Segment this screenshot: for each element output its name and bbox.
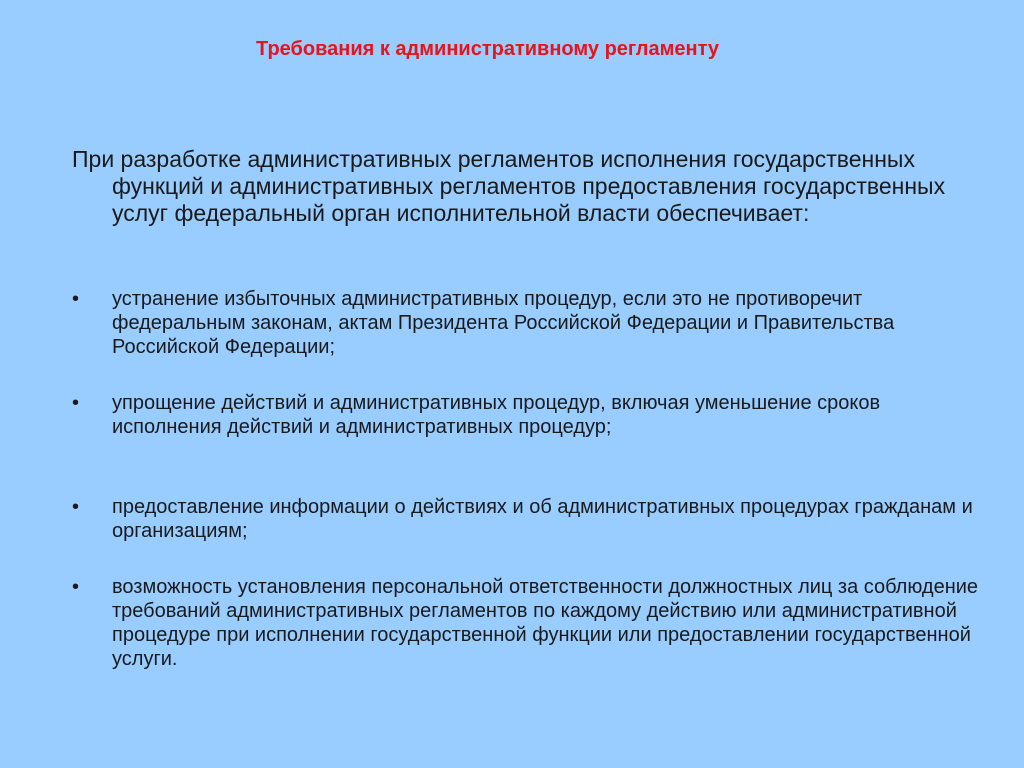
bullet-text: устранение избыточных административных процедур, если это не противоречит федеральным законам, актам Президента Российской Федерации и Правительства Российской Федерации;	[112, 288, 895, 358]
slide-title: Требования к административному регламенту	[256, 38, 720, 60]
intro-paragraph: При разработке административных регламентов исполнения государственных функций и административных регламентов предоставления государственных услуг федеральный орган исполнительной власти обеспечивает:	[72, 146, 946, 226]
bullet-item	[72, 287, 1012, 359]
bullet-icon: •	[72, 392, 80, 414]
bullet-icon: •	[72, 288, 80, 310]
bullet-item	[72, 391, 1012, 439]
bullet-icon: •	[72, 496, 80, 518]
bullet-item	[72, 495, 1012, 543]
bullet-text: упрощение действий и административных процедур, включая уменьшение сроков исполнения действий и административных процедур;	[112, 392, 881, 438]
bullet-icon: •	[72, 576, 80, 598]
bullet-item	[72, 575, 1012, 671]
bullet-text: возможность установления персональной ответственности должностных лиц за соблюдение требований административных регламентов по каждому действию или административной процедуре при исполнении государственной функции или предоставлении государственной услуги.	[112, 576, 979, 670]
bullet-text: предоставление информации о действиях и об административных процедурах гражданам и организациям;	[112, 496, 973, 542]
